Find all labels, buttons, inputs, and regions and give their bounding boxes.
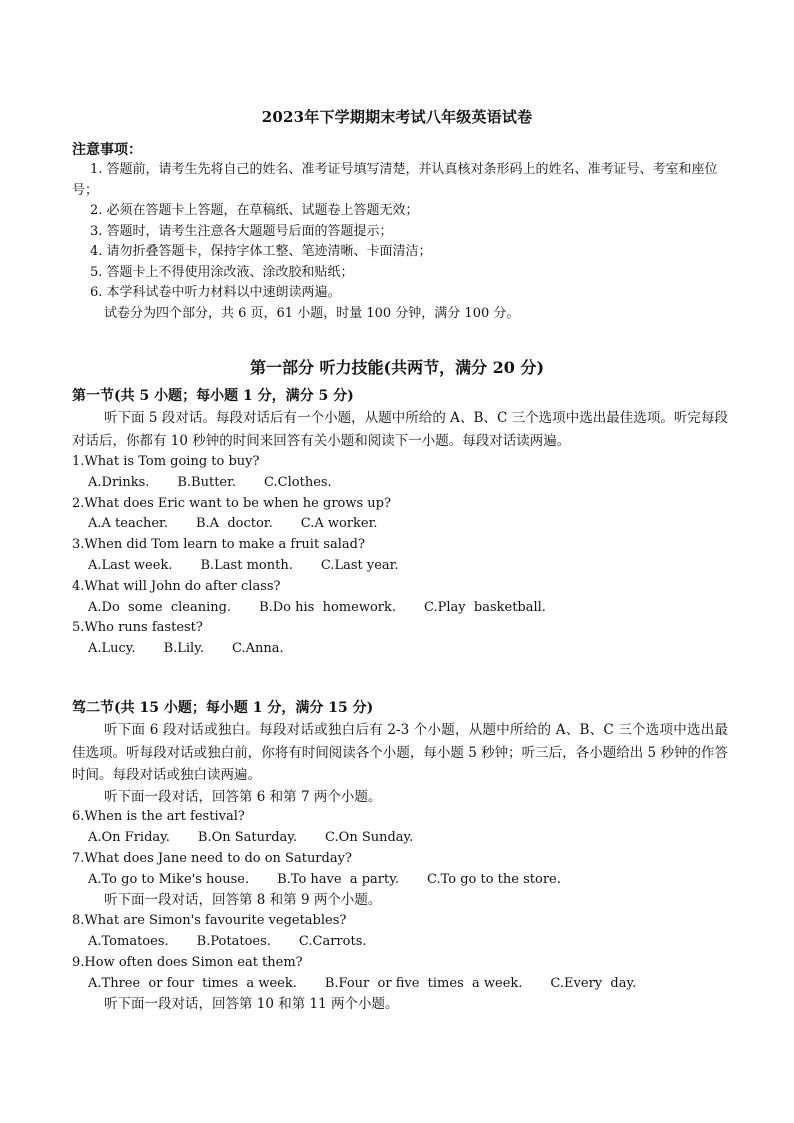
option-a: A.On Friday. [88,830,170,846]
option-c: C.To go to the store. [426,871,561,887]
dialogue-prompt: 听下面一段对话，回答第 8 和第 9 两个小题。 [104,892,382,909]
option-c: C.A worker. [300,516,378,532]
option-a: A.Lucy. [88,641,136,657]
page-title: 2023年下学期期末考试八年级英语试卷 [261,108,533,126]
notice-item: 3. 答题时，请考生注意各大题题号后面的答题提示； [90,223,393,239]
option-a: A.Three or four times a week. [88,975,297,991]
question: 8.What are Simon's favourite vegetables? [72,913,347,929]
option-c: C.Last year. [320,557,399,573]
options [72,514,728,535]
question: 1.What is Tom going to buy? [72,454,260,469]
dialogue-prompt: 听下面一段对话，回答第 6 和第 7 两个小题。 [104,788,382,805]
options [72,974,728,995]
options [72,870,728,891]
question: 6.When is the art festival? [72,809,245,825]
question: 9.How often does Simon eat them? [72,954,303,970]
option-c: C.On Sunday. [325,830,414,846]
section-instructions: 听下面 5 段对话。每段对话后有一个小题，从题中所给的 A、B、C 三个选项中选出最佳选项。听完每段对话后，你都有 10 秒钟的时间来回答有关小题和阅读下一小题。每段对话读两遍。 [72,410,728,449]
option-b: B.Last month. [200,557,293,573]
option-a: A.Do some cleaning. [88,599,232,615]
option-c: C.Every day. [550,975,637,991]
options [72,639,728,660]
section-1 [72,385,728,660]
option-c: C.Anna. [231,641,284,657]
option-c: C.Carrots. [298,934,367,950]
option-a: A.To go to Mike's house. [88,871,250,887]
dialogue-prompt: 听下面一段对话，回答第 10 和第 11 两个小题。 [104,996,399,1013]
part-title: 第一部分 听力技能(共两节，满分 20 分) [249,358,545,377]
options [72,473,728,494]
option-a: A.A teacher. [88,516,168,532]
section-instructions: 听下面 6 段对话或独白。每段对话或独白后有 2-3 个小题，从题中所给的 A、B、C 三个选项中选出最佳选项。听每段对话或独白前，你将有时间阅读各个小题，每小题 5 秒钟；听三后，各小题给出 5 秒钟的作答时间。每段对话或独白读两遍。 [72,722,728,783]
option-b: B.To have a party. [277,871,399,887]
option-c: C.Clothes. [264,474,332,490]
options [72,828,728,849]
option-b: B.Lily. [163,641,204,657]
question: 7.What does Jane need to do on Saturday? [72,850,352,866]
notice-heading: 注意事项： [72,142,142,158]
option-b: B.Four or five times a week. [324,975,523,991]
options [72,932,728,953]
notice-list [72,160,728,324]
notice-item: 5. 答题卡上不得使用涂改液、涂改胶和贴纸； [90,264,354,280]
question: 3.When did Tom learn to make a fruit salad? [72,537,365,553]
notice-item: 2. 必须在答题卡上答题，在草稿纸、试题卷上答题无效； [90,203,419,218]
notice-summary: 试卷分为四个部分，共 6 页，61 小题，时量 100 分钟，满分 100 分。 [104,305,520,321]
options [72,598,728,619]
notice-item: 6. 本学科试卷中听力材料以中速朗读两遍。 [90,285,341,300]
option-a: A.Tomatoes. [88,934,169,950]
option-b: B.Do his homework. [259,599,396,615]
options [72,556,728,577]
option-b: B.A doctor. [195,516,273,532]
section-2 [72,697,728,1015]
option-b: B.Butter. [177,474,237,490]
option-b: B.On Saturday. [197,830,298,846]
section-heading: 笃二节(共 15 小题；每小题 1 分，满分 15 分) [72,700,374,716]
notice-item: 1. 答题前，请考生先将自己的姓名、准考证号填写清楚，并认真核对条形码上的姓名、准考证号、考室和座位号； [72,162,718,198]
notice-item: 4. 请勿折叠答题卡，保持字体工整、笔迹清晰、卡面清洁； [90,244,432,259]
question: 2.What does Eric want to be when he grows up? [72,495,391,511]
question: 4.What will John do after class? [72,578,281,594]
section-heading: 第一节(共 5 小题；每小题 1 分，满分 5 分) [72,388,354,404]
option-b: B.Potatoes. [196,934,271,950]
question: 5.Who runs fastest? [72,620,203,636]
option-a: A.Last week. [88,557,173,573]
option-a: A.Drinks. [88,474,150,490]
option-c: C.Play basketball. [424,599,546,615]
